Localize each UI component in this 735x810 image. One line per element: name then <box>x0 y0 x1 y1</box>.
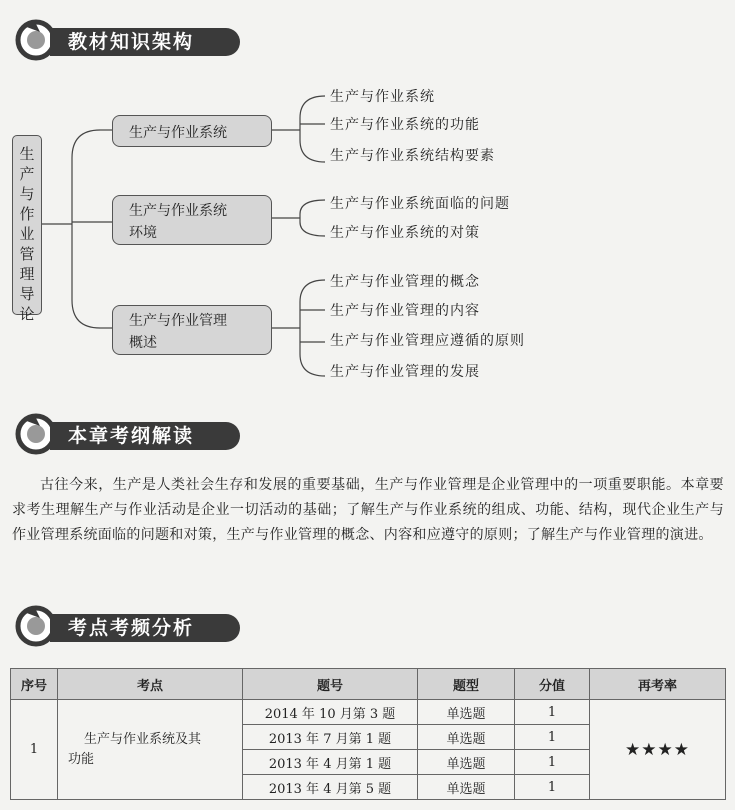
cell-score: 1 <box>515 750 590 775</box>
leaf-item: 生产与作业系统面临的问题 <box>330 196 510 212</box>
topic-line1: 生产与作业系统及其 <box>84 731 202 747</box>
leaf-item: 生产与作业系统 <box>330 89 435 105</box>
cell-score: 1 <box>515 725 590 750</box>
topic-line2: 功能 <box>68 751 95 767</box>
cell-question: 2013 年 4 月第 5 题 <box>243 775 418 800</box>
section-banner-exam-frequency <box>14 606 244 646</box>
section-title: 考点考频分析 <box>68 617 195 639</box>
branch-label-line2: 概述 <box>129 335 157 351</box>
cell-question: 2014 年 10 月第 3 题 <box>243 700 418 725</box>
cell-type: 单选题 <box>418 750 515 775</box>
root-label: 生产与作业管理导论 <box>19 145 35 323</box>
mindmap-root <box>12 135 42 323</box>
table-row <box>11 700 726 725</box>
branch-management-overview <box>112 305 272 355</box>
header-type: 题型 <box>418 669 515 700</box>
outline-paragraph: 古往今来，生产是人类社会生存和发展的重要基础，生产与作业管理是企业管理中的一项重要职能。本章要求考生理解生产与作业活动是企业一切活动的基础；了解生产与作业系统的组成、功能、结构，现代企业生产与作业管理系统面临的问题和对策，生产与作业管理的概念、内容和应遵守的原则；了解生产与作业管理的演进。 <box>12 477 724 543</box>
header-no: 序号 <box>11 669 58 700</box>
header-question: 题号 <box>243 669 418 700</box>
branch-production-system <box>112 115 272 147</box>
header-topic: 考点 <box>58 669 243 700</box>
cell-no: 1 <box>11 700 58 800</box>
header-rate: 再考率 <box>590 669 726 700</box>
cell-question: 2013 年 7 月第 1 题 <box>243 725 418 750</box>
leaf-item: 生产与作业系统的对策 <box>330 225 480 241</box>
cell-type: 单选题 <box>418 725 515 750</box>
section-title: 本章考纲解读 <box>68 425 195 447</box>
branch-label-line1: 生产与作业系统 <box>129 203 227 219</box>
table-header-row <box>11 669 726 700</box>
header-score: 分值 <box>515 669 590 700</box>
cell-type: 单选题 <box>418 775 515 800</box>
cell-score: 1 <box>515 700 590 725</box>
branch-label-line2: 环境 <box>129 225 157 241</box>
leaf-item: 生产与作业管理的内容 <box>330 303 480 319</box>
leaf-item: 生产与作业管理的概念 <box>330 274 480 290</box>
branch-system-environment <box>112 195 272 245</box>
branch-label-line1: 生产与作业管理 <box>129 313 227 329</box>
cell-rate: ★★★★ <box>590 700 726 800</box>
cell-type: 单选题 <box>418 700 515 725</box>
section-banner-exam-outline <box>14 414 244 454</box>
cell-score: 1 <box>515 775 590 800</box>
cell-topic <box>58 700 243 800</box>
leaf-item: 生产与作业管理的发展 <box>330 364 480 380</box>
leaf-item: 生产与作业管理应遵循的原则 <box>330 333 525 349</box>
cell-question: 2013 年 4 月第 1 题 <box>243 750 418 775</box>
section-title: 教材知识架构 <box>68 31 195 53</box>
frequency-table <box>10 668 726 800</box>
leaf-item: 生产与作业系统结构要素 <box>330 148 495 164</box>
branch-label: 生产与作业系统 <box>129 125 227 141</box>
leaf-item: 生产与作业系统的功能 <box>330 117 480 133</box>
